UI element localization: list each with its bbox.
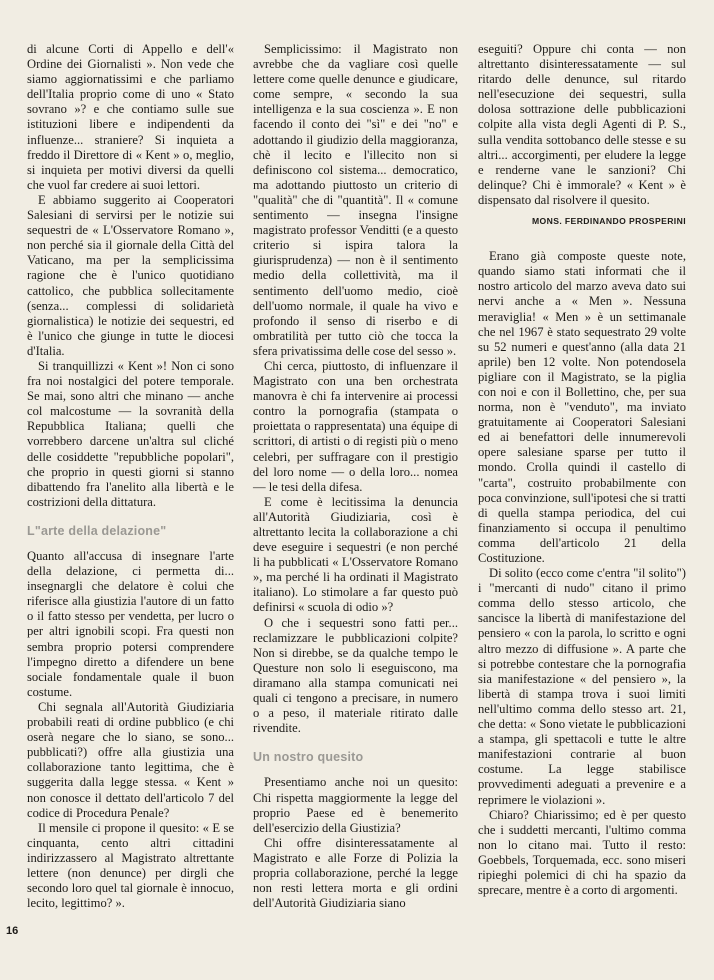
section-heading: L"arte della delazione" [27, 523, 167, 538]
paragraph: Di solito (ecco come c'entra "il solito") i "mercanti di nudo" citano il primo comma dello stesso articolo, che sancisce la libertà di manifestazione del pensiero « con la parola, lo scritto e ogni altro mezzo di diffusione ». A parte che si potrebbe contestare che la pornografia sia manifestazione « del pensiero », la libertà di stampa trova i suoi limiti nell'ultimo comma dello stesso art. 21, che detta: « Sono vietate le pubblicazioni a stampa, gli spettacoli e tutte le altre manifestazioni contrarie al buon costume. La legge stabilisce provvedimenti adeguati a prevenire e a reprimere le violazioni ». [478, 566, 686, 807]
paragraph: Il mensile ci propone il quesito: « E se cinquanta, cento altri cittadini indirizzassero al Magistrato altrettante lettere (non denunce) per dirgli che secondo loro quel tal giornale è innocuo, lecito, legittimo? ». [27, 820, 234, 911]
paragraph: di alcune Corti di Appello e dell'« Ordine dei Giornalisti ». Non vede che siamo aggiornatissimi e che parliamo dell'Italia proprio come di uno « Stato sovrano »? e che contiamo sulle sue istituzioni libere e indipendenti da influenze... straniere? Si inquieta a freddo il Direttore di « Kent » o, meglio, si inquieta per motivi diversi da quelli che vuol far credere ai suoi lettori. [27, 42, 234, 192]
paragraph: Chi offre disinteressatamente al Magistrato e alle Forze di Polizia la propria collaborazione, perché la legge non resti lettera morta e gli ordini dell'Autorità Giudiziaria siano [253, 835, 458, 911]
paragraph: eseguiti? Oppure chi conta — non altrettanto disinteressatamente — sul ritardo delle denunce, sul ritardo nell'esecuzione dei sequestri, sulla dolosa sottrazione delle pubblicazioni colpite alla vista degli Agenti di P. S., sulla vendita sottobanco delle stesse e su altri... accorgimenti, per eludere la legge e renderne vane le sanzioni? Chi delinque? Chi è immorale? « Kent » è dispensato dal risolvere il quesito. [478, 42, 686, 207]
section-heading: Un nostro quesito [253, 750, 364, 765]
paragraph: Erano già composte queste note, quando siamo stati informati che il nostro articolo del marzo aveva dato sui nervi anche a « Men ». Nessuna meraviglia! « Men » è un settimanale che nel 1967 è stato sequestrato 29 volte su 52 numeri e quest'anno (alla data 21 aprile) ben 12 volte. Non potendosela pigliare con il Magistrato, se la piglia con noi e con il Bollettino, che, per sua norma, non è "venduto", ma inviato gratuitamente ai Cooperatori Salesiani ed ai benefattori delle innumerevoli opere salesiane sparse per tutto il mondo. Crolla quindi il castello di "carta", costruito probabilmente con poca convinzione, sull'ipotesi che si tratti di quella stampa periodica, del cui finanziamento si occupa il penultimo comma dell'articolo 21 della Costituzione. [478, 249, 686, 565]
paragraph: O che i sequestri sono fatti per... reclamizzare le pubblicazioni colpite? Non si direbbe, se da qualche tempo le Questure non solo li eseguiscono, ma diramano alla stampa comunicati nei quali ci tengono a precisare, in numero o a peso, il materiale ritirato dalle rivendite. [253, 615, 458, 736]
paragraph: Si tranquillizzi « Kent »! Non ci sono fra noi nostalgici del potere temporale. Se mai, sono altri che minano — anche col malcostume — la sovranità della Repubblica Italiana; quelli che vorrebbero darcene un'altra sul cliché delle cosiddette "repubbliche popolari", che proprio in questi giorni si stanno dibattendo fra l'anelito alla libertà e le costrizioni della dittatura. [27, 358, 234, 509]
column-2 [253, 42, 458, 911]
paragraph: E abbiamo suggerito ai Cooperatori Salesiani di servirsi per le notizie sui sequestri de « L'Osservatore Romano », non perché sia il giornale della Città del Vaticano, ma per la semplicissima ragione che è l'unico quotidiano cattolico, che pubblica sollecitamente (senza... complessi di solidarietà giornalistica) le notizie dei sequestri, ed è l'unico che giunge in tutte le diocesi d'Italia. [27, 192, 234, 358]
page-number: 16 [6, 925, 19, 937]
paragraph: Chiaro? Chiarissimo; ed è per questo che i suddetti mercanti, l'ultimo comma non lo citano mai. Tutto il resto: Goebbels, Torquemada, ecc. sono miseri ripieghi polemici di chi ha spazio da sprecare, mentre è a corto di argomenti. [478, 807, 686, 898]
column-1 [27, 42, 234, 911]
paragraph: Presentiamo anche noi un quesito: Chi rispetta maggiormente la legge del proprio Paese ed è benemerito dell'esercizio della Giustizia? [253, 775, 458, 835]
paragraph: Chi cerca, piuttosto, di influenzare il Magistrato con una ben orchestrata manovra è chi fa intervenire ai processi contro la pornografia (stampata o proiettata o rappresentata) una équipe di scrittori, di artisti o di registi più o meno celebri, per suffragare con il prestigio del loro nome — o della loro... nomea — le tesi della difesa. [253, 358, 458, 494]
paragraph: E come è lecitissima la denuncia all'Autorità Giudiziaria, così è altrettanto lecita la collaborazione a chi deve eseguire i sequestri (e non perché li ha pubblicati « L'Osservatore Romano », ma perché li ha ordinati il Magistrato italiano). Lo stimolare a far questo può definirsi « scuola di odio »? [253, 494, 458, 615]
paragraph: Chi segnala all'Autorità Giudiziaria probabili reati di ordine pubblico (e chi oserà negare che lo siano, se sono... pubblicati?) offre alla giustizia una collaborazione tanto legittima, che è suggerita dalla legge stessa. « Kent » non conosce il dettato dell'articolo 7 del codice di Procedura Penale? [27, 699, 234, 820]
paragraph: Quanto all'accusa di insegnare l'arte della delazione, ci permetta di... insegnargli che delatore è colui che riferisce alla giustizia l'autore di un fatto o il fatto stesso per vendetta, per lucro o per altri ignobili scopi. Fra questi non sembra proprio potersi comprendere l'impegno diretto a difendere un bene sociale fondamentale quale il buon costume. [27, 549, 234, 699]
author-signature: MONS. FERDINANDO PROSPERINI [531, 216, 686, 227]
column-3 [478, 42, 686, 898]
paragraph: Semplicissimo: il Magistrato non avrebbe che da vagliare così quelle lettere come quelle denunce e giudicare, come sempre, « secondo la sua intelligenza e la sua coscienza ». E non facendo il conto dei "sì" e dei "no" e adottando il giudizio della maggioranza, chè il lecito e l'illecito non si definiscono col sistema... democratico, ma adottando piuttosto un criterio di "qualità" che di "quantità". Il « comune sentimento — insegna l'insigne magistrato professor Venditti (e a questo criterio si ispira talora la giurisprudenza) — non è il sentimento medio della collettività, ma il sentimento dell'uomo medio, cioè dell'uomo normale, il quale ha vivo e profondo il senso di riserbo e di ombratilità per tutto ciò che tocca la sfera privatissima delle cose del sesso ». [253, 42, 458, 358]
